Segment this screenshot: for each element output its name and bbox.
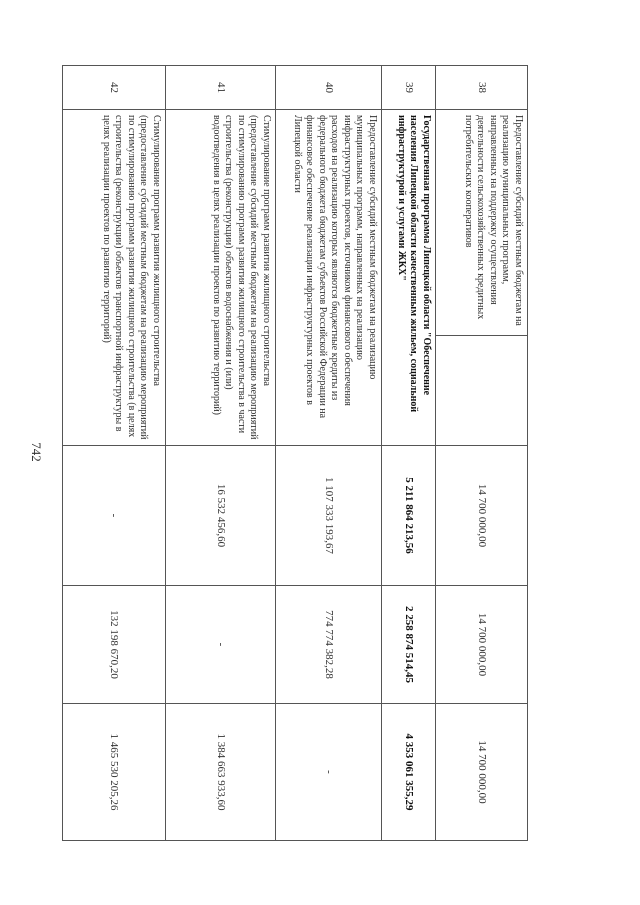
row-value-3: 14 700 000,00 (436, 704, 528, 841)
row-value-3: - (276, 704, 382, 841)
row-number: 41 (166, 66, 276, 110)
row-value-2: 774 774 382,28 (276, 586, 382, 704)
row-name: Стимулирование программ развития жилищного строительства (предоставление субсидий местным бюджетам на реализацию мероприятий по стимулированию программ развития жилищного строительства в части строительства (реконструкции) объектов водоснабжения и (или) водоотведения в целях реализации проектов по развитию территорий) (166, 110, 276, 446)
row-value-2: - (166, 586, 276, 704)
table-row (382, 66, 436, 841)
row-number: 38 (436, 66, 528, 110)
table-row (63, 66, 166, 841)
row-value-1: - (63, 446, 166, 586)
table-row (436, 66, 528, 841)
row-value-1: 1 107 333 193,67 (276, 446, 382, 586)
row-name: Предоставление субсидий местным бюджетам на реализацию муниципальных программ, направленных на поддержку осуществления деятельности сельскохозяйственных кредитных потребительских кооперативов (436, 110, 528, 336)
table-row (276, 66, 382, 841)
row-number: 40 (276, 66, 382, 110)
table-container (63, 65, 528, 840)
budget-table (62, 65, 528, 841)
rotated-table (63, 65, 528, 840)
row-value-2: 2 258 874 514,45 (382, 586, 436, 704)
table-row (166, 66, 276, 841)
row-value-2: 14 700 000,00 (436, 586, 528, 704)
row-number: 42 (63, 66, 166, 110)
row-empty-cell (436, 336, 528, 446)
row-number: 39 (382, 66, 436, 110)
row-value-3: 4 353 061 355,29 (382, 704, 436, 841)
row-value-1: 5 211 864 213,56 (382, 446, 436, 586)
row-value-2: 132 198 670,20 (63, 586, 166, 704)
row-value-1: 14 700 000,00 (436, 446, 528, 586)
row-name: Государственная программа Липецкой области "Обеспечение населения Липецкой области качественным жильем, социальной инфраструктурой и услугами ЖКХ" (382, 110, 436, 446)
row-value-3: 1 384 663 933,60 (166, 704, 276, 841)
row-value-3: 1 465 530 205,26 (63, 704, 166, 841)
row-name: Предоставление субсидий местным бюджетам на реализацию муниципальных программ, направленных на реализацию инфраструктурных проектов, источником финансового обеспечения расходов на реализацию которых являются бюджетные кредиты из федерального бюджета бюджетам субъектов Российской Федерации на финансовое обеспечение реализации инфраструктурных проектов в Липецкой области (276, 110, 382, 446)
page-number: 742 (29, 442, 44, 462)
row-value-1: 16 532 456,60 (166, 446, 276, 586)
row-name: Стимулирование программ развития жилищного строительства (предоставление субсидий местным бюджетам на реализацию мероприятий по стимулированию программ развития жилищного строительства (в целях строительства (реконструкции) объектов транспортной инфраструктуры в целях реализации проектов по развитию территорий) (63, 110, 166, 446)
